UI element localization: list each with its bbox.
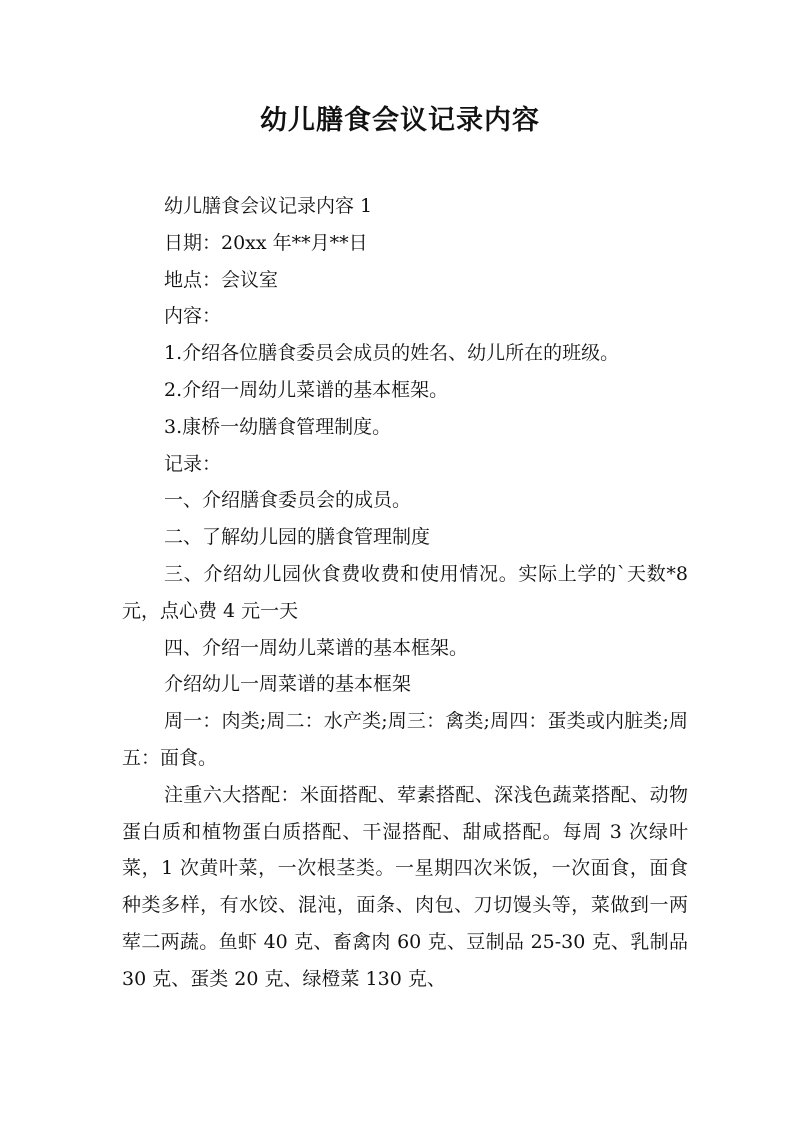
paragraph-record-1: 一、介绍膳食委员会的成员。 <box>164 489 412 512</box>
paragraph-six-combinations: 注重六大搭配：米面搭配、荤素搭配、深浅色蔬菜搭配、动物蛋白质和植物蛋白质搭配、干湿搭配、甜咸搭配。每周 3 次绿叶菜，1 次黄叶菜，一次根茎类。一星期四次米饭，一次面食，面食种类多样，有水饺、混沌，面条、肉包、刀切馒头等，菜做到一两荤二两蔬。鱼虾 40 克、畜禽肉 60 克、豆制品 25-30 克、乳制品 30 克、蛋类 20 克、绿橙菜 130 克、 <box>122 783 688 990</box>
paragraph-record-label: 记录： <box>164 452 222 475</box>
document-title: 幼儿膳食会议记录内容 <box>260 105 540 136</box>
document-body <box>122 188 688 998</box>
paragraph-item-3: 3.康桥一幼膳食管理制度。 <box>164 415 392 438</box>
paragraph-item-2: 2.介绍一周幼儿菜谱的基本框架。 <box>164 378 449 401</box>
paragraph-menu-framework: 介绍幼儿一周菜谱的基本框架 <box>164 673 412 696</box>
paragraph-date: 日期：20xx 年**月**日 <box>164 231 368 254</box>
paragraph-content-label: 内容： <box>164 305 222 328</box>
paragraph-weekly-menu: 周一：肉类;周二：水产类;周三：禽类;周四：蛋类或内脏类;周五：面食。 <box>122 710 688 769</box>
paragraph-heading: 幼儿膳食会议记录内容 1 <box>164 195 373 217</box>
paragraph-location: 地点：会议室 <box>164 268 279 291</box>
paragraph-record-4: 四、介绍一周幼儿菜谱的基本框架。 <box>164 636 469 659</box>
paragraph-record-2: 二、了解幼儿园的膳食管理制度 <box>164 526 431 549</box>
paragraph-item-1: 1.介绍各位膳食委员会成员的姓名、幼儿所在的班级。 <box>164 342 620 365</box>
paragraph-record-3: 三、介绍幼儿园伙食费收费和使用情况。实际上学的`天数*8 元，点心费 4 元一天 <box>122 562 688 622</box>
